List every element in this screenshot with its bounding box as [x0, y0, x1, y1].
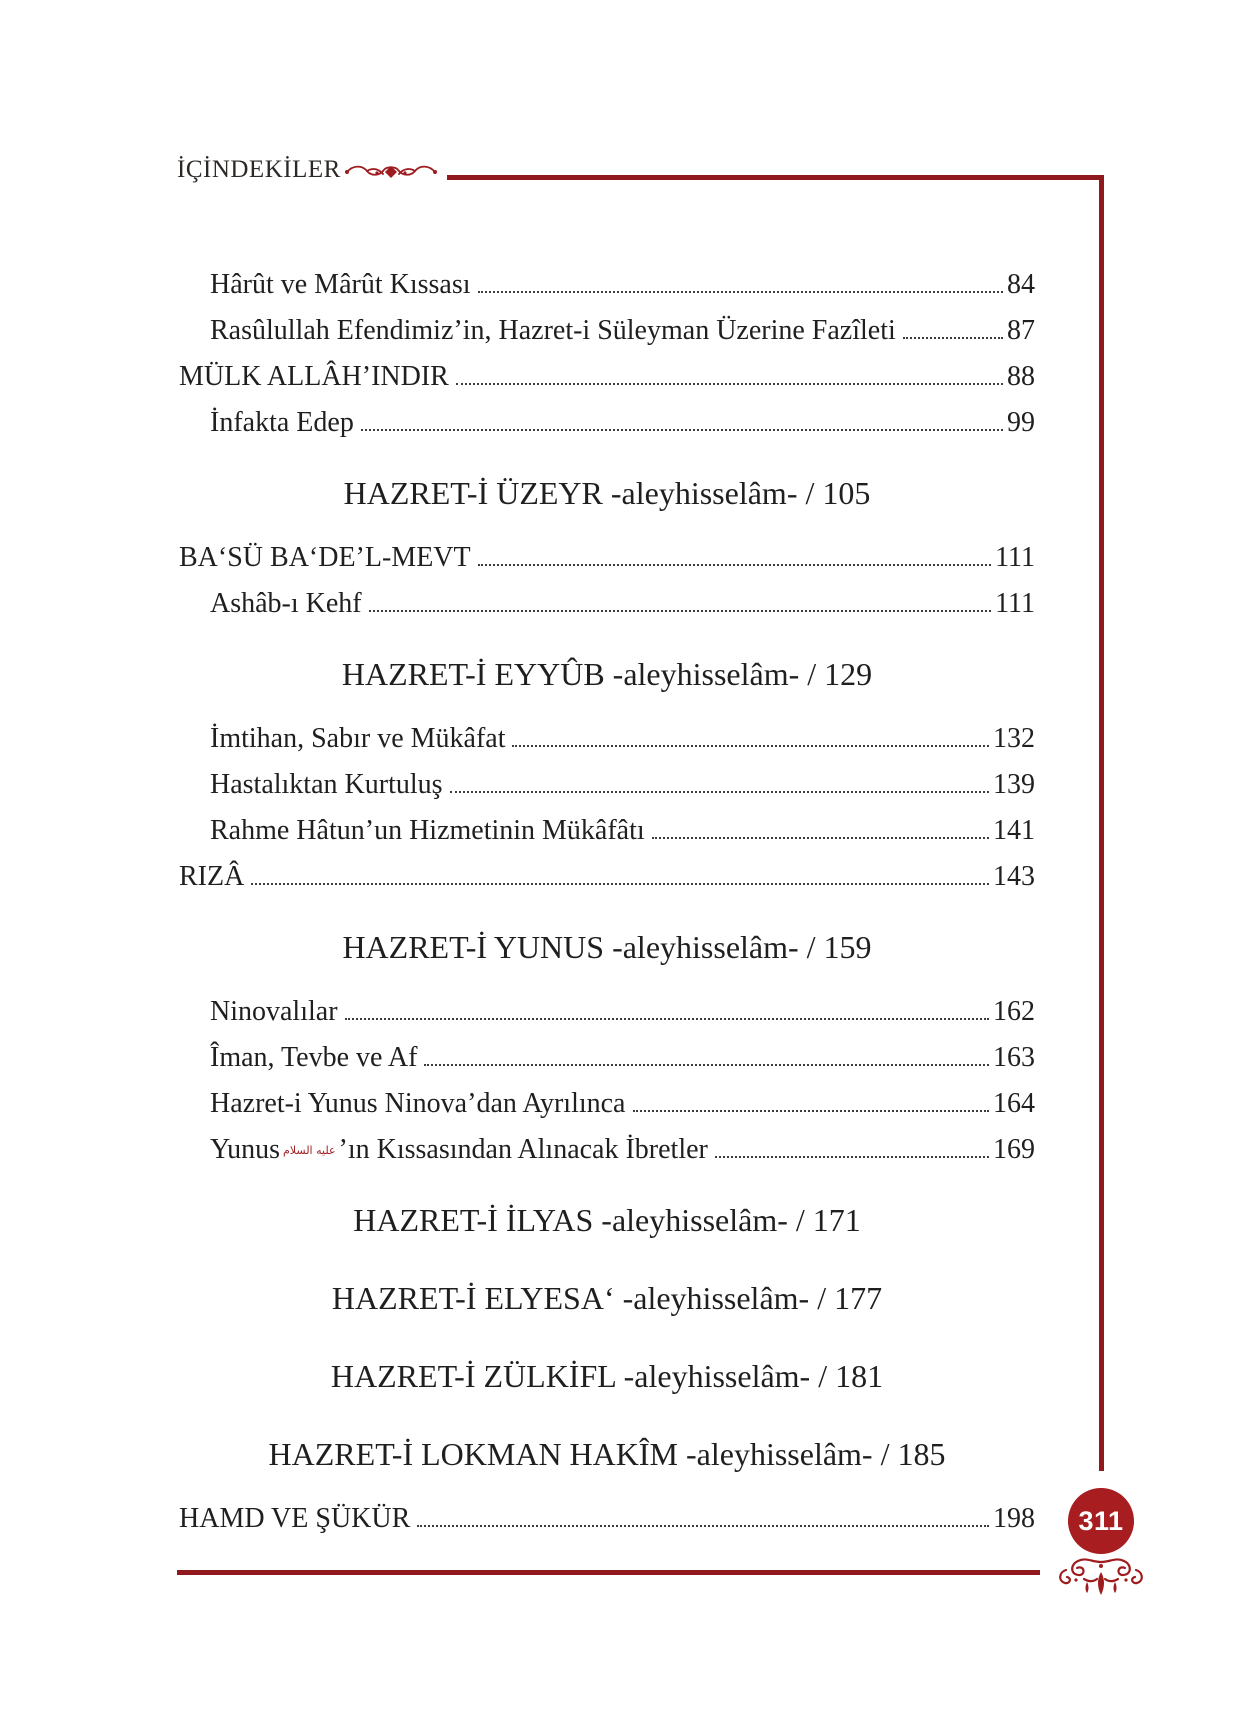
toc-entry — [179, 771, 1035, 799]
page-number: 141 — [993, 815, 1035, 846]
page-number: 87 — [1007, 315, 1035, 346]
dot-leader — [424, 1064, 989, 1066]
dot-leader — [478, 291, 1003, 293]
section-heading: HAZRET-İ İLYAS -aleyhisselâm- / 171 — [353, 1202, 861, 1238]
page-number: 198 — [993, 1503, 1035, 1534]
toc-entry — [179, 409, 1035, 437]
dot-leader — [369, 610, 991, 612]
toc-entry — [179, 817, 1035, 845]
badge-flourish-icon — [1056, 1554, 1146, 1602]
toc-entry-label: Yunus — [210, 1134, 281, 1165]
page-number: 163 — [993, 1042, 1035, 1073]
toc-entry — [179, 363, 1035, 391]
dot-leader — [715, 1156, 989, 1158]
section-heading: HAZRET-İ EYYÛB -aleyhisselâm- / 129 — [341, 656, 873, 692]
dot-leader — [361, 429, 1003, 431]
toc-entry-label: RIZÂ — [179, 861, 245, 892]
section-heading: HAZRET-İ ELYESA‘ -aleyhisselâm- / 177 — [331, 1280, 883, 1316]
page-number-badge: 311 — [1068, 1488, 1134, 1554]
toc-entry — [179, 725, 1035, 753]
page-number: 162 — [993, 996, 1035, 1027]
toc-entry-label: Rahme Hâtun’un Hizmetinin Mükâfâtı — [210, 815, 645, 846]
toc-entry — [179, 544, 1035, 572]
toc-entry-label: Ashâb-ı Kehf — [210, 588, 362, 619]
dot-leader — [633, 1110, 990, 1112]
toc-entry-label: HAMD VE ŞÜKÜR — [179, 1503, 411, 1534]
toc-entry-label: Hârût ve Mârût Kıssası — [210, 269, 471, 300]
dot-leader — [456, 383, 1003, 385]
dot-leader — [345, 1018, 989, 1020]
toc-entry — [179, 1090, 1035, 1118]
dot-leader — [450, 791, 989, 793]
page-number: 132 — [993, 723, 1035, 754]
toc-entry — [179, 1044, 1035, 1072]
section-heading: HAZRET-İ ZÜLKİFL -aleyhisselâm- / 181 — [330, 1358, 884, 1394]
page-title: İÇİNDEKİLER — [177, 156, 341, 183]
toc-entry-label: Hazret-i Yunus Ninova’dan Ayrılınca — [210, 1088, 626, 1119]
dot-leader — [251, 883, 989, 885]
page-number: 111 — [995, 542, 1035, 573]
dot-leader — [903, 337, 1003, 339]
toc-entry — [179, 590, 1035, 618]
toc-entry-label: Hastalıktan Kurtuluş — [210, 769, 443, 800]
toc-entry — [179, 317, 1035, 345]
section-heading: HAZRET-İ LOKMAN HAKÎM -aleyhisselâm- / 185 — [268, 1436, 946, 1472]
toc-entry-label: Ninovalılar — [210, 996, 338, 1027]
page-number: 139 — [993, 769, 1035, 800]
toc-entry-label: Îman, Tevbe ve Af — [210, 1042, 418, 1073]
page-number: 111 — [995, 588, 1035, 619]
toc-entry-label: BA‘SÜ BA‘DE’L-MEVT — [179, 542, 471, 573]
section-heading: HAZRET-İ YUNUS -aleyhisselâm- / 159 — [342, 929, 872, 965]
toc-entry-label: İnfakta Edep — [210, 407, 354, 438]
page-number: 164 — [993, 1088, 1035, 1119]
page-number: 169 — [993, 1134, 1035, 1165]
section-heading: HAZRET-İ ÜZEYR -aleyhisselâm- / 105 — [343, 475, 871, 511]
page-number: 84 — [1007, 269, 1035, 300]
page-number: 88 — [1007, 361, 1035, 392]
dot-leader — [512, 745, 989, 747]
dot-leader — [478, 564, 991, 566]
toc-entry-label: Rasûlullah Efendimiz’in, Hazret-i Süleyman Üzerine Fazîleti — [210, 315, 896, 346]
toc-entry — [179, 1136, 1035, 1164]
toc-entry-label-suffix: ’ın Kıssasından Alınacak İbretler — [338, 1134, 708, 1165]
toc-entry-label: MÜLK ALLÂH’INDIR — [179, 361, 449, 392]
toc-entry — [179, 271, 1035, 299]
aleyhisselam-calligraphy-icon: عليه السلام — [283, 1144, 336, 1157]
dot-leader — [417, 1525, 989, 1527]
toc-entry — [179, 1505, 1035, 1533]
toc-entry-label: İmtihan, Sabır ve Mükâfat — [210, 723, 506, 754]
page-number: 99 — [1007, 407, 1035, 438]
dot-leader — [652, 837, 989, 839]
toc-entry — [179, 998, 1035, 1026]
toc-entry — [179, 863, 1035, 891]
page-number: 143 — [993, 861, 1035, 892]
